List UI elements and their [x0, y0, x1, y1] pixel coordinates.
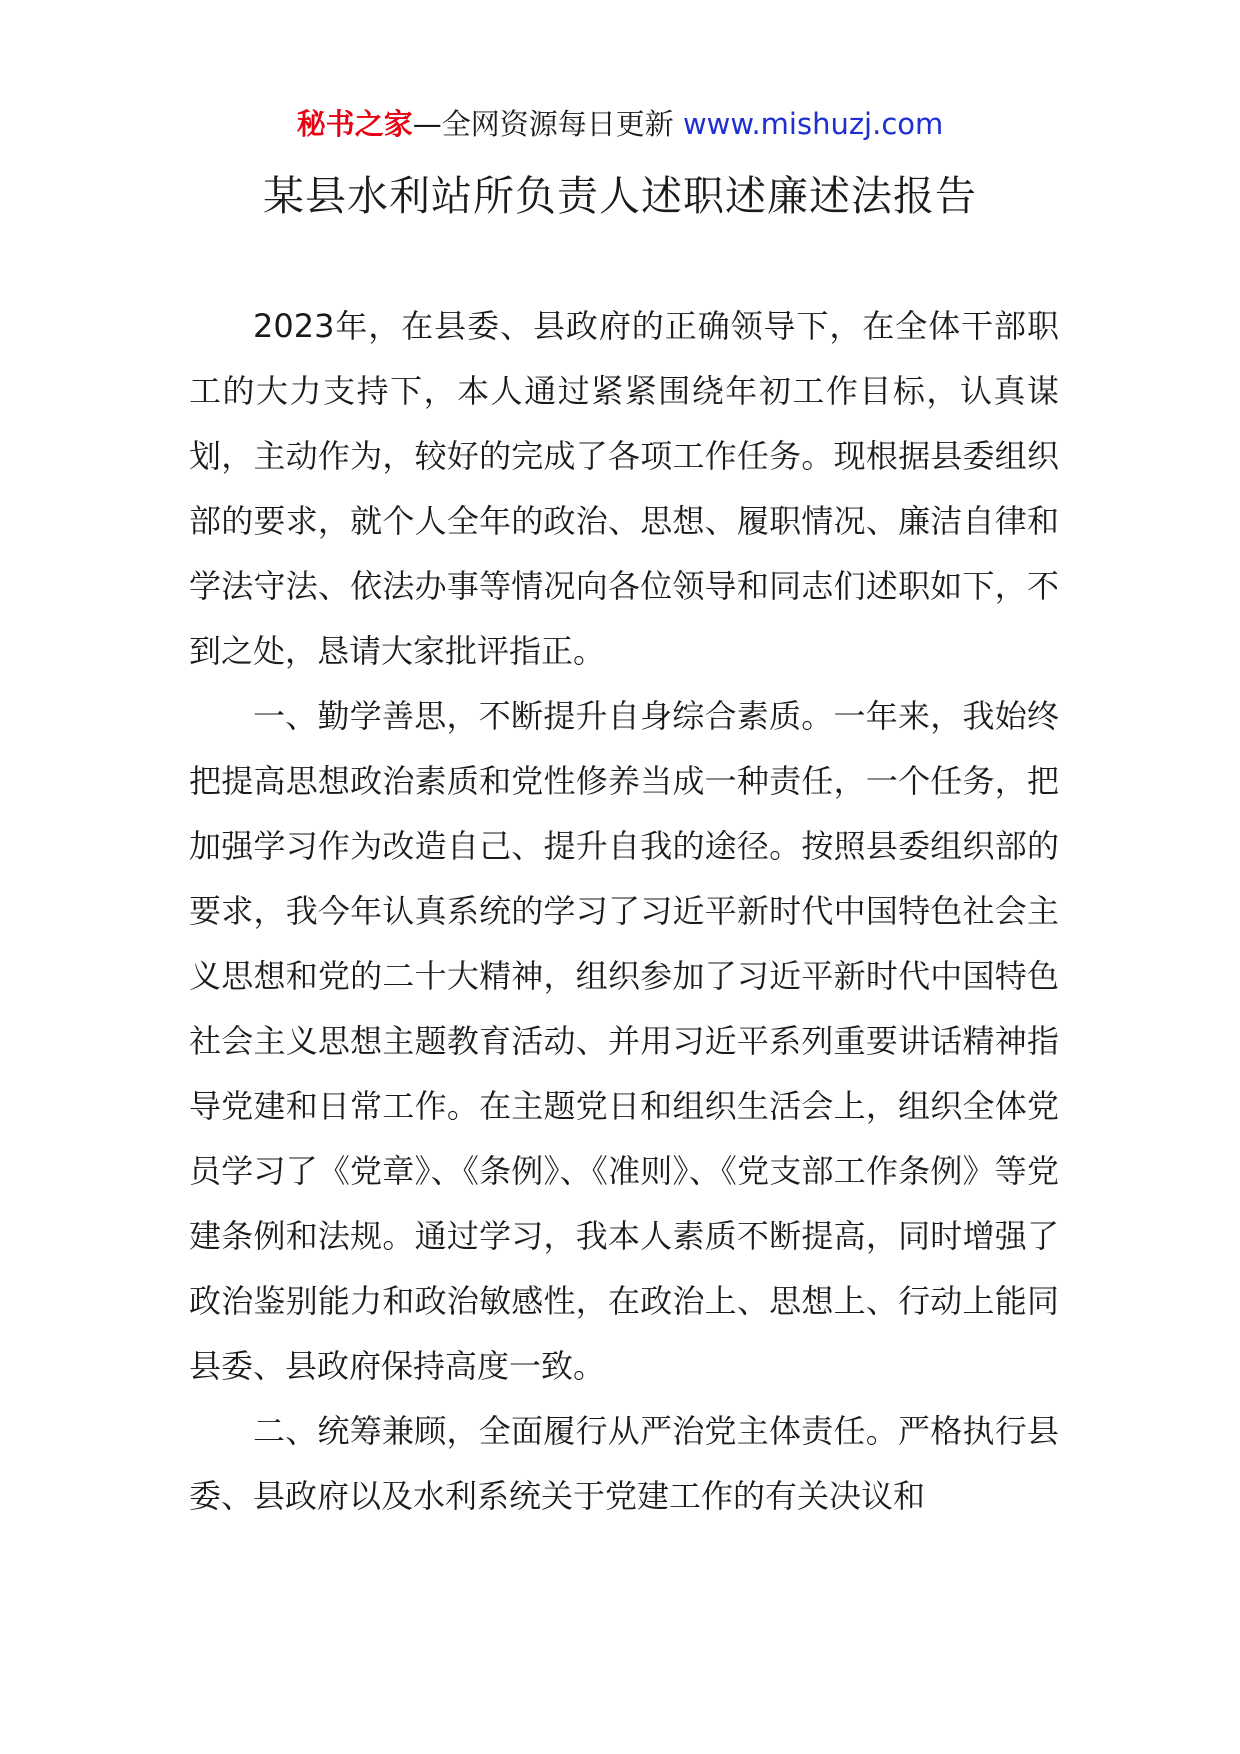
- document-body: [189, 294, 1059, 1529]
- section-heading: 一、勤学善思，不断提升自身综合素质。: [253, 697, 834, 735]
- paragraph-text: 2023年，在县委、县政府的正确领导下，在全体干部职工的大力支持下，本人通过紧紧围绕年初工作目标，认真谋划，主动作为，较好的完成了各项工作任务。现根据县委组织部的要求，就个人全年的政治、思想、履职情况、廉洁自律和学法守法、依法办事等情况向各位领导和同志们述职如下，不到之处，恳请大家批评指正。: [189, 307, 1059, 670]
- section-heading: 二、统筹兼顾，全面履行从严治党主体责任。: [253, 1412, 898, 1450]
- site-header: [0, 104, 1240, 144]
- header-slogan: —全网资源每日更新: [412, 107, 674, 141]
- paragraph-text: 严格执行县委、县政府以及水利系统关于党建工作的有关决议和: [189, 1412, 1059, 1515]
- site-url-link[interactable]: www.mishuzj.com: [682, 107, 944, 141]
- paragraph-text: 一年来，我始终把提高思想政治素质和党性修养当成一种责任，一个任务，把加强学习作为改造自己、提升自我的途径。按照县委组织部的要求，我今年认真系统的学习了习近平新时代中国特色社会主义思想和党的二十大精神，组织参加了习近平新时代中国特色社会主义思想主题教育活动、并用习近平系列重要讲话精神指导党建和日常工作。在主题党日和组织生活会上，组织全体党员学习了《党章》、《条例》、《准则》、《党支部工作条例》等党建条例和法规。通过学习，我本人素质不断提高，同时增强了政治鉴别能力和政治敏感性，在政治上、思想上、行动上能同县委、县政府保持高度一致。: [189, 697, 1059, 1385]
- paragraph-intro: [189, 294, 1059, 684]
- paragraph-section-1: [189, 684, 1059, 1399]
- brand-name: 秘书之家: [296, 107, 413, 141]
- paragraph-section-2: [189, 1399, 1059, 1529]
- document-title: 某县水利站所负责人述职述廉述法报告: [263, 172, 977, 220]
